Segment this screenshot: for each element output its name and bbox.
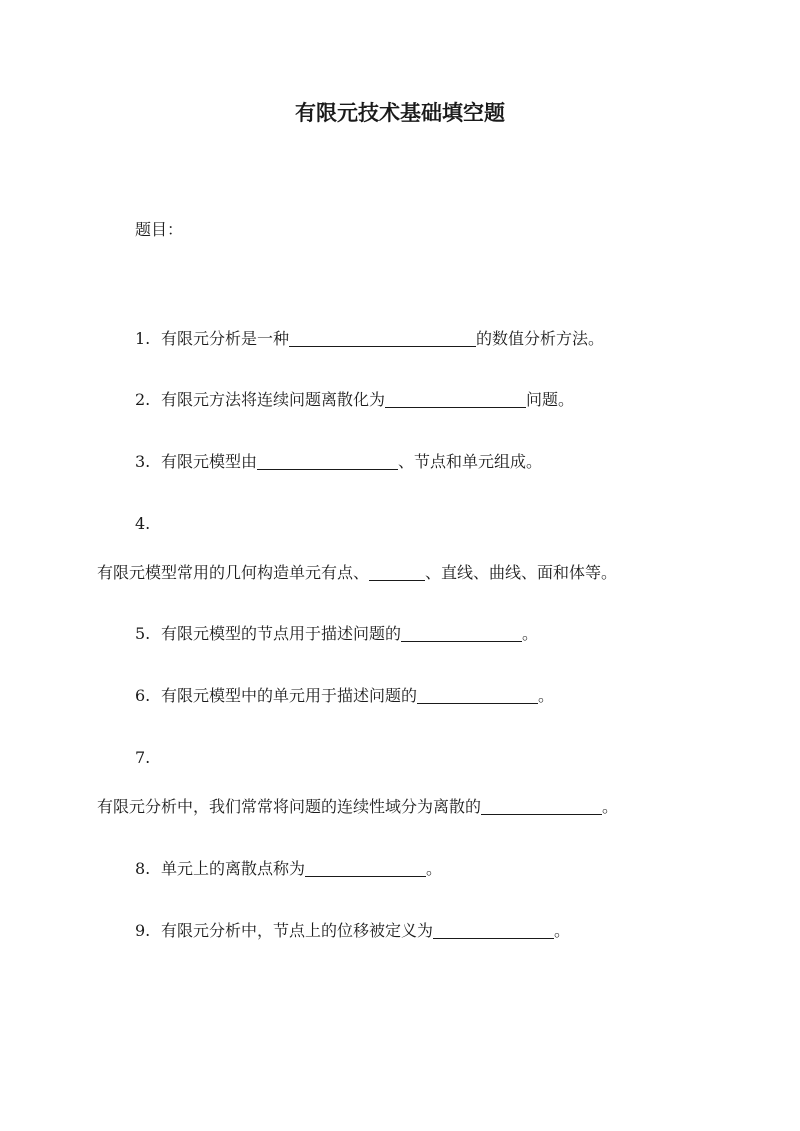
question-text: 、节点和单元组成。: [398, 452, 543, 471]
question-text: 有限元模型的节点用于描述问题的: [161, 624, 402, 643]
question-8: [135, 857, 442, 881]
answer-blank[interactable]: [433, 920, 554, 939]
question-9: [135, 919, 570, 943]
question-number: 7.: [135, 748, 151, 767]
answer-blank[interactable]: [385, 389, 526, 408]
question-text: 、直线、曲线、面和体等。: [425, 563, 618, 582]
question-number: 4.: [135, 514, 151, 533]
answer-blank[interactable]: [369, 562, 425, 581]
question-text: 有限元模型由: [161, 452, 258, 471]
question-text: 有限元模型常用的几何构造单元有点、: [97, 563, 370, 582]
question-number: 9.: [135, 921, 151, 940]
question-7-number: [135, 746, 150, 770]
question-text: 。: [554, 921, 571, 940]
question-4: [97, 561, 617, 585]
question-5: [135, 622, 538, 646]
answer-blank[interactable]: [305, 858, 426, 877]
question-text: 有限元分析中，节点上的位移被定义为: [161, 921, 434, 940]
question-text: 。: [522, 624, 539, 643]
question-number: 3.: [135, 452, 151, 471]
question-text: 有限元分析是一种: [161, 329, 290, 348]
question-text: 有限元分析中，我们常常将问题的连续性域分为离散的: [97, 797, 482, 816]
question-6: [135, 684, 554, 708]
question-4-number: [135, 512, 150, 536]
question-text: 问题。: [526, 390, 575, 409]
question-text: 有限元方法将连续问题离散化为: [161, 390, 386, 409]
question-7: [97, 795, 618, 819]
answer-blank[interactable]: [289, 328, 476, 347]
answer-blank[interactable]: [417, 685, 538, 704]
question-number: 6.: [135, 686, 151, 705]
question-number: 8.: [135, 859, 151, 878]
question-number: 2.: [135, 390, 151, 409]
question-number: 1.: [135, 329, 151, 348]
question-text: 单元上的离散点称为: [161, 859, 306, 878]
answer-blank[interactable]: [257, 451, 398, 470]
question-text: 有限元模型中的单元用于描述问题的: [161, 686, 418, 705]
question-text: 。: [426, 859, 443, 878]
question-number: 5.: [135, 624, 151, 643]
question-text: 。: [602, 797, 619, 816]
question-text: 的数值分析方法。: [476, 329, 605, 348]
question-3: [135, 450, 542, 474]
question-2: [135, 388, 574, 412]
question-1: [135, 327, 604, 351]
page-title: 有限元技术基础填空题: [295, 100, 505, 125]
answer-blank[interactable]: [481, 796, 602, 815]
section-label: 题目：: [135, 220, 184, 239]
answer-blank[interactable]: [401, 623, 522, 642]
question-text: 。: [538, 686, 555, 705]
